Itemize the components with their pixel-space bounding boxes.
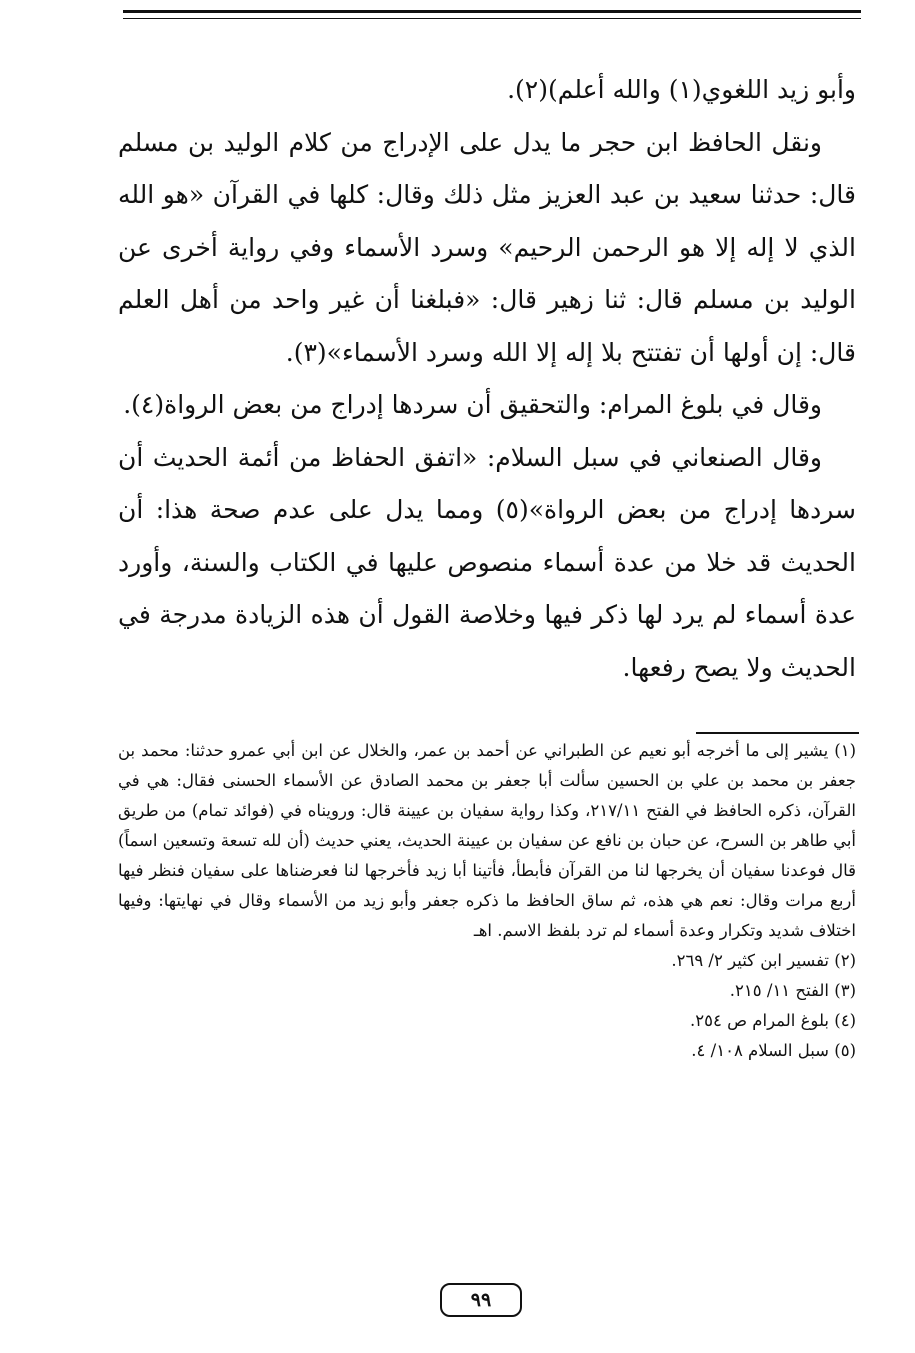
- page-number: ٩٩: [440, 1283, 522, 1317]
- paragraph: ونقل الحافظ ابن حجر ما يدل على الإدراج من كلام الوليد بن مسلم قال: حدثنا سعيد بن عبد العزيز مثل ذلك وقال: كلها في القرآن «هو الله الذي لا إله إلا هو الرحمن الرحيم» وسرد الأسماء وفي رواية أخرى عن الوليد بن مسلم قال: ثنا زهير قال: «فبلغنا أن غير واحد من أهل العلم قال: إن أولها أن تفتتح بلا إله إلا الله وسرد الأسماء»(٣).: [118, 127, 856, 367]
- footnote: (٢) تفسير ابن كثير ٢/ ٢٦٩.: [671, 951, 856, 970]
- main-text: [118, 64, 856, 694]
- paragraph: وأبو زيد اللغوي(١) والله أعلم)(٢).: [507, 75, 856, 104]
- footnote: (٣) الفتح ١١/ ٢١٥.: [729, 981, 856, 1000]
- footnote: (٥) سبل السلام ١٠٨/ ٤.: [691, 1041, 856, 1060]
- header-rule-thin: [123, 18, 861, 19]
- paragraph: وقال الصنعاني في سبل السلام: «اتفق الحفاظ من أئمة الحديث أن سردها إدراج من بعض الرواة»(٥) ومما يدل على عدم صحة هذا: أن الحديث قد خلا من عدة أسماء منصوص عليها في الكتاب والسنة، وأورد عدة أسماء لم يرد لها ذكر فيها وخلاصة القول أن هذه الزيادة مدرجة في الحديث ولا يصح رفعها.: [118, 442, 856, 682]
- footnote: (١) يشير إلى ما أخرجه أبو نعيم عن الطبراني عن أحمد بن عمر، والخلال عن ابن أبي عمرو حدثنا: محمد بن جعفر بن محمد بن علي بن الحسين سألت أبا جعفر بن محمد الصادق عن الأسماء الحسنى فقال: هي في القرآن، ذكره الحافظ في الفتح ٢١٧/١١، وكذا رواية سفيان بن عيينة قال: ورويناه في (فوائد تمام) من طريق أبي طاهر بن السرح، عن حبان بن نافع عن سفيان بن عيينة الحديث، يعني حديث (أن لله تسعة وتسعين اسماً) قال فوعدنا سفيان أن يخرجها لنا من القرآن فأبطأ، فأتينا أبا زيد فأخرجها لنا فعرضناها على سفيان فنظر فيها أربع مرات وقال: نعم هي هذه، ثم ساق الحافظ ما ذكره جعفر وأبو زيد من الأسماء وقال في نهايتها: وفيها اختلاف شديد وتكرار وعدة أسماء لم ترد بلفظ الاسم. اهـ: [118, 741, 856, 940]
- footnote-separator: [696, 732, 859, 734]
- footnote: (٤) بلوغ المرام ص ٢٥٤.: [690, 1011, 856, 1030]
- paragraph: وقال في بلوغ المرام: والتحقيق أن سردها إدراج من بعض الرواة(٤).: [123, 390, 822, 419]
- footnotes: [118, 736, 856, 1066]
- header-rule-thick: [123, 10, 861, 13]
